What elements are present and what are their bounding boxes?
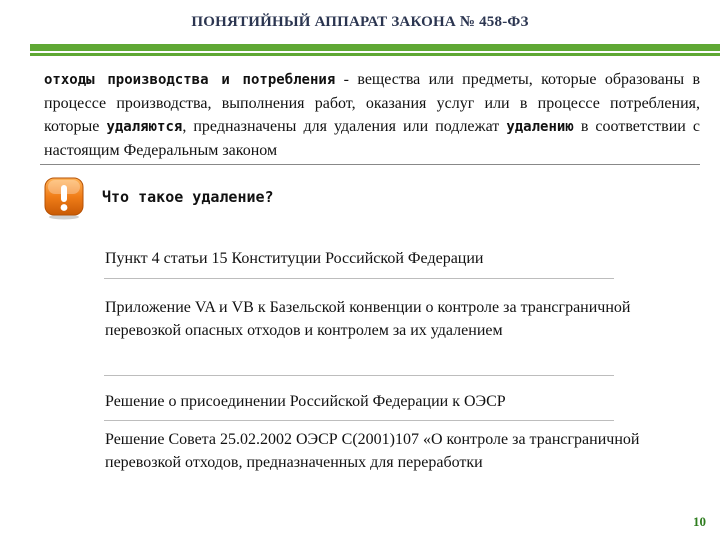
definition-paragraph bbox=[44, 68, 700, 162]
slide-title: ПОНЯТИЙНЫЙ АППАРАТ ЗАКОНА № 458-ФЗ bbox=[191, 14, 529, 30]
list-item: Решение о присоединении Российской Федерации к ОЭСР bbox=[105, 393, 506, 410]
list-item: Приложение VA и VB к Базельской конвенции о контроле за трансграничной перевозкой опасных отходов и контролем за их удалением bbox=[105, 299, 631, 339]
definition-text-2: , предназначены для удаления или подлежат bbox=[182, 118, 507, 135]
definition-emphasis-2: удалению bbox=[506, 119, 574, 135]
list-item: Пункт 4 статьи 15 Конституции Российской Федерации bbox=[105, 250, 484, 267]
definition-emphasis-1: удаляются bbox=[106, 119, 183, 135]
list-item: Решение Совета 25.02.2002 ОЭСР C(2001)107 «О контроле за трансграничной перевозкой отходов, предназначенных для переработки bbox=[105, 431, 640, 471]
definition-underline bbox=[40, 164, 700, 165]
definition-term: отходы производства и потребления bbox=[44, 72, 336, 88]
item-divider bbox=[104, 375, 614, 376]
item-divider bbox=[104, 278, 614, 279]
item-divider bbox=[104, 420, 614, 421]
definition-text-1: - вещества или предметы, которые образованы в процессе производства, выполнения работ, оказания услуг или в процессе потребления, которые bbox=[44, 71, 700, 135]
page-number: 10 bbox=[693, 514, 706, 529]
exclamation-icon bbox=[42, 176, 86, 220]
header-divider bbox=[30, 44, 720, 56]
definition-text-3: в соответствии с настоящим Федеральным законом bbox=[44, 118, 701, 159]
question-heading: Что такое удаление? bbox=[102, 188, 274, 206]
